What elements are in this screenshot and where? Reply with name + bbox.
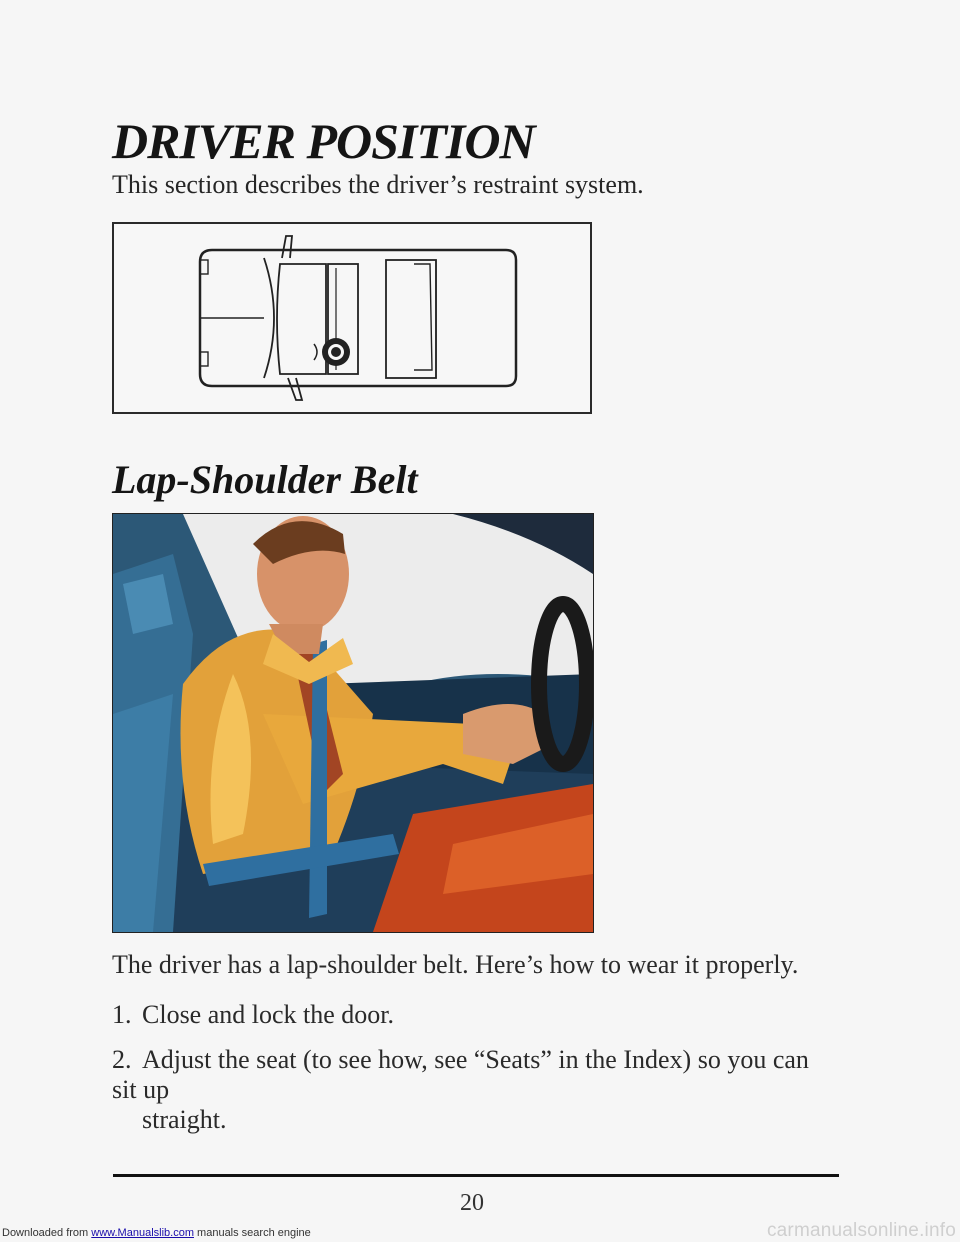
step-text: Adjust the seat (to see how, see “Seats” in the Index) so you can sit up xyxy=(112,1045,809,1104)
download-suffix: manuals search engine xyxy=(197,1227,311,1239)
step-text: Close and lock the door. xyxy=(142,1000,395,1029)
step-item-1 xyxy=(112,1000,832,1030)
section-heading: Lap-Shoulder Belt xyxy=(112,457,418,502)
step-item-2 xyxy=(112,1045,832,1135)
page-title: DRIVER POSITION xyxy=(112,113,535,169)
intro-text: This section describes the driver’s restraint system. xyxy=(112,170,644,199)
step-number: 1. xyxy=(112,1000,132,1029)
download-prefix: Downloaded from xyxy=(2,1227,89,1239)
download-note xyxy=(2,1227,311,1239)
driver-wearing-belt-illustration xyxy=(113,514,593,932)
page-number: 20 xyxy=(460,1190,484,1216)
site-watermark: carmanualsonline.info xyxy=(766,1220,956,1241)
manualslib-link[interactable]: www.Manualslib.com xyxy=(91,1227,194,1239)
vehicle-seat-diagram xyxy=(112,222,592,414)
step-number: 2. xyxy=(112,1045,132,1074)
body-intro-text: The driver has a lap-shoulder belt. Here’s how to wear it properly. xyxy=(112,950,799,979)
car-top-view-diagram xyxy=(114,224,590,412)
step-text-continuation: straight. xyxy=(142,1105,227,1134)
driver-illustration xyxy=(112,513,594,933)
footer-divider xyxy=(113,1174,839,1177)
